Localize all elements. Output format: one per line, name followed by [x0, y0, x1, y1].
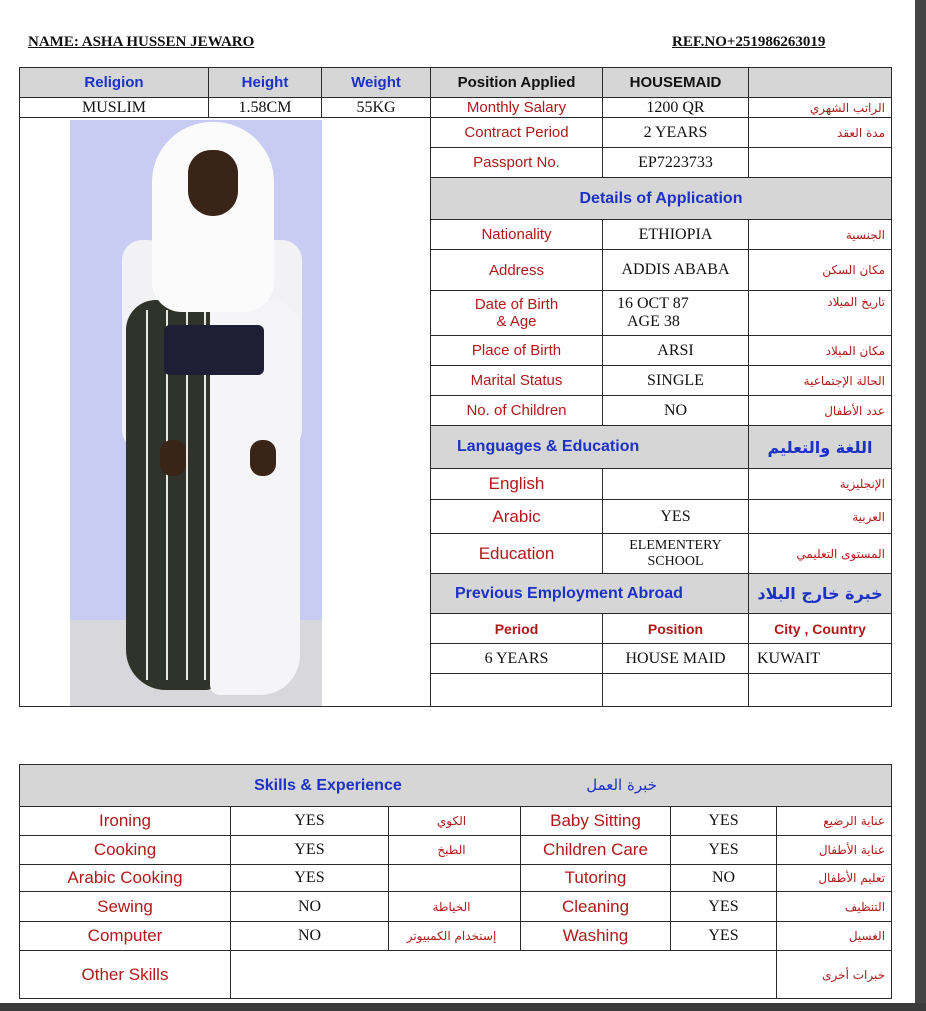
employment-section-title: Previous Employment Abroad	[431, 574, 749, 614]
employment-empty-2	[603, 674, 749, 707]
skill-baby-sitting-arabic: عناية الرضيع	[777, 807, 892, 836]
dob-date: 16 OCT 87	[617, 295, 689, 312]
candidate-name: NAME: ASHA HUSSEN JEWARO	[28, 34, 255, 50]
english-label: English	[431, 469, 603, 500]
skill-cleaning-label: Cleaning	[521, 892, 671, 922]
skill-baby-sitting-label: Baby Sitting	[521, 807, 671, 836]
religion-header: Religion	[20, 68, 209, 98]
skill-ironing-arabic: الكوي	[389, 807, 521, 836]
arabic-language-label: Arabic	[431, 500, 603, 534]
nationality-label: Nationality	[431, 220, 603, 250]
monthly-salary-label: Monthly Salary	[431, 98, 603, 118]
nationality-arabic: الجنسية	[749, 220, 892, 250]
skill-sewing-arabic: الخياطة	[389, 892, 521, 922]
height-value: 1.58CM	[209, 98, 322, 118]
education-label: Education	[431, 534, 603, 574]
dob-value	[603, 291, 749, 336]
skill-cooking-label: Cooking	[20, 836, 231, 865]
employment-position-header: Position	[603, 614, 749, 644]
dob-label-line1: Date of Birth	[474, 296, 559, 313]
position-arabic-empty	[749, 68, 892, 98]
skill-washing-value: YES	[671, 922, 777, 951]
skill-arabic-cooking-arabic	[389, 865, 521, 892]
skill-sewing-value: NO	[231, 892, 389, 922]
skills-table	[19, 764, 892, 999]
languages-section-title: Languages & Education	[431, 426, 749, 469]
reference-number: REF.NO+251986263019	[672, 34, 826, 50]
address-value: ADDIS ABABA	[603, 250, 749, 291]
religion-value: MUSLIM	[20, 98, 209, 118]
education-value-line1: ELEMENTERY	[629, 537, 722, 553]
address-arabic: مكان السكن	[749, 250, 892, 291]
skill-baby-sitting-value: YES	[671, 807, 777, 836]
position-applied-value: HOUSEMAID	[603, 68, 749, 98]
other-skills-label: Other Skills	[20, 951, 231, 999]
passport-arabic	[749, 148, 892, 178]
place-of-birth-label: Place of Birth	[431, 336, 603, 366]
english-arabic: الإنجليزية	[749, 469, 892, 500]
address-label: Address	[431, 250, 603, 291]
weight-value: 55KG	[322, 98, 431, 118]
skill-tutoring-label: Tutoring	[521, 865, 671, 892]
position-applied-label: Position Applied	[431, 68, 603, 98]
skill-children-care-value: YES	[671, 836, 777, 865]
skills-section-title: Skills & Experience	[254, 777, 402, 794]
skill-cooking-arabic: الطبخ	[389, 836, 521, 865]
skill-cleaning-arabic: التنظيف	[777, 892, 892, 922]
nationality-value: ETHIOPIA	[603, 220, 749, 250]
arabic-language-arabic: العربية	[749, 500, 892, 534]
employment-period-header: Period	[431, 614, 603, 644]
skill-sewing-label: Sewing	[20, 892, 231, 922]
skill-ironing-value: YES	[231, 807, 389, 836]
other-skills-value	[231, 951, 777, 999]
employment-period-value: 6 YEARS	[431, 644, 603, 674]
marital-status-label: Marital Status	[431, 366, 603, 396]
skill-computer-arabic: إستخدام الكمبيوتر	[389, 922, 521, 951]
other-skills-arabic: خبرات أخرى	[777, 951, 892, 999]
skills-section-arabic: خبرة العمل	[586, 776, 657, 794]
place-of-birth-arabic: مكان الميلاد	[749, 336, 892, 366]
skill-tutoring-value: NO	[671, 865, 777, 892]
children-value: NO	[603, 396, 749, 426]
skill-washing-label: Washing	[521, 922, 671, 951]
skill-arabic-cooking-value: YES	[231, 865, 389, 892]
dob-label	[431, 291, 603, 336]
main-table	[19, 67, 892, 707]
employment-section-arabic: خبرة خارج البلاد	[749, 574, 892, 614]
window-edge-bottom	[0, 1003, 926, 1011]
skill-washing-arabic: الغسيل	[777, 922, 892, 951]
languages-section-arabic: اللغة والتعليم	[749, 426, 892, 469]
skill-computer-label: Computer	[20, 922, 231, 951]
passport-label: Passport No.	[431, 148, 603, 178]
arabic-language-value: YES	[603, 500, 749, 534]
contract-period-label: Contract Period	[431, 118, 603, 148]
skill-computer-value: NO	[231, 922, 389, 951]
window-edge-right	[915, 0, 926, 1011]
employment-empty-3	[749, 674, 892, 707]
skill-children-care-label: Children Care	[521, 836, 671, 865]
skill-cleaning-value: YES	[671, 892, 777, 922]
monthly-salary-value: 1200 QR	[603, 98, 749, 118]
candidate-photo	[70, 120, 322, 707]
skill-ironing-label: Ironing	[20, 807, 231, 836]
children-label: No. of Children	[431, 396, 603, 426]
skills-section-title-row	[20, 765, 892, 807]
skill-children-care-arabic: عناية الأطفال	[777, 836, 892, 865]
marital-status-arabic: الحالة الإجتماعية	[749, 366, 892, 396]
employment-empty-1	[431, 674, 603, 707]
monthly-salary-arabic: الراتب الشهري	[749, 98, 892, 118]
education-value	[603, 534, 749, 574]
contract-period-value: 2 YEARS	[603, 118, 749, 148]
english-value	[603, 469, 749, 500]
weight-header: Weight	[322, 68, 431, 98]
employment-location-header: City , Country	[749, 614, 892, 644]
children-arabic: عدد الأطفال	[749, 396, 892, 426]
dob-arabic: تاريخ الميلاد	[749, 291, 892, 336]
place-of-birth-value: ARSI	[603, 336, 749, 366]
dob-age: AGE 38	[627, 313, 680, 330]
skill-arabic-cooking-label: Arabic Cooking	[20, 865, 231, 892]
dob-label-line2: & Age	[496, 313, 537, 330]
skill-tutoring-arabic: تعليم الأطفال	[777, 865, 892, 892]
education-arabic: المستوى التعليمي	[749, 534, 892, 574]
education-value-line2: SCHOOL	[647, 553, 704, 569]
employment-position-value: HOUSE MAID	[603, 644, 749, 674]
passport-value: EP7223733	[603, 148, 749, 178]
marital-status-value: SINGLE	[603, 366, 749, 396]
photo-cell	[20, 118, 431, 707]
height-header: Height	[209, 68, 322, 98]
skill-cooking-value: YES	[231, 836, 389, 865]
details-section-title: Details of Application	[431, 178, 892, 220]
contract-period-arabic: مدة العقد	[749, 118, 892, 148]
employment-location-value: KUWAIT	[749, 644, 892, 674]
